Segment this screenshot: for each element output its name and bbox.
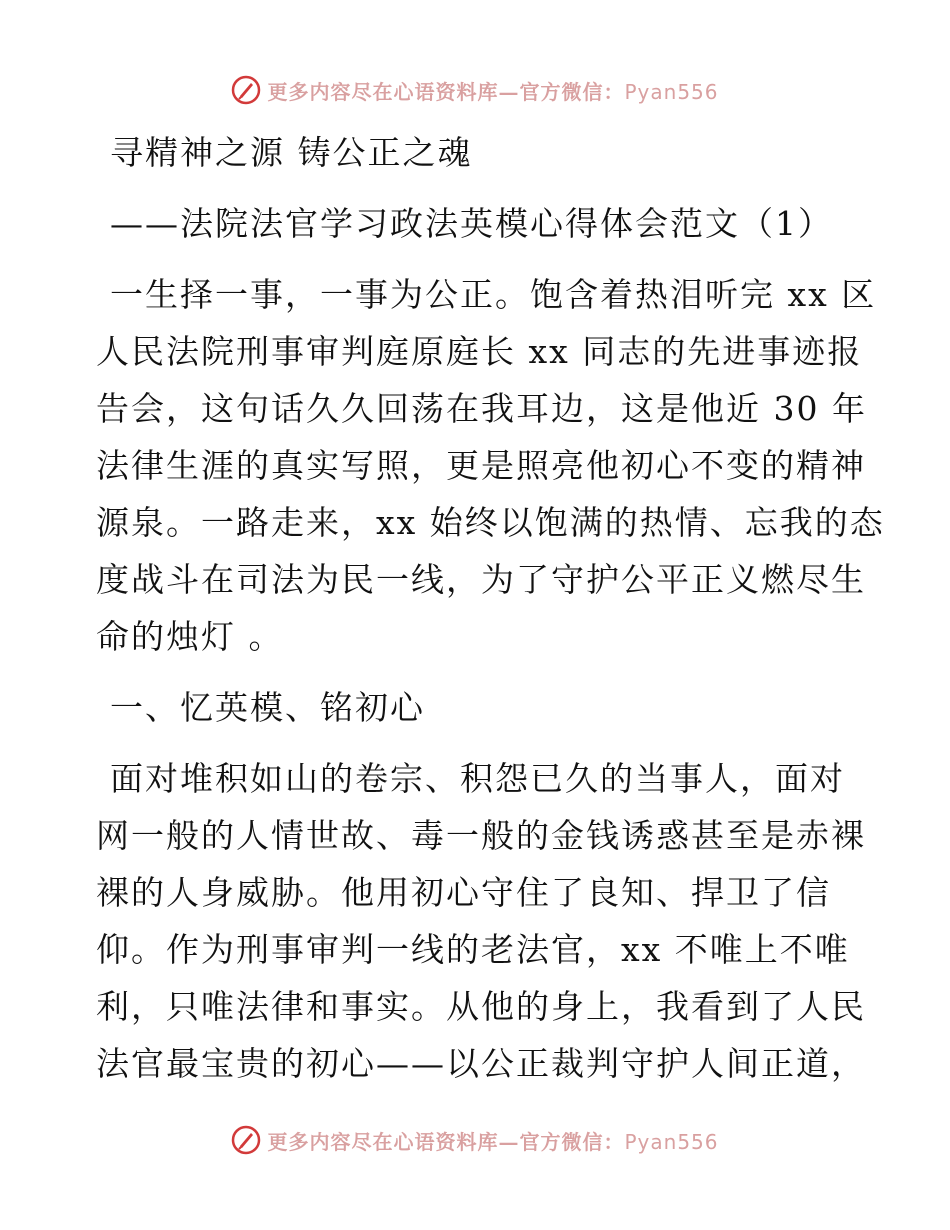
paragraph-line: 命的烛灯 。 [96, 617, 284, 656]
watermark-text [267, 76, 718, 105]
paragraph-line: 一生择一事，一事为公正。饱含着热泪听完 xx 区 [110, 275, 877, 314]
paragraph-line: 法律生涯的真实写照，更是照亮他初心不变的精神 [96, 446, 866, 485]
paragraph-line: 告会，这句话久久回荡在我耳边，这是他近 30 年 [96, 389, 867, 428]
paragraph-1 [96, 266, 885, 665]
document-title: 寻精神之源 铸公正之魂 [110, 133, 473, 172]
quill-logo-icon [231, 75, 261, 105]
paragraph-2 [96, 750, 866, 1092]
document-subtitle: ——法院法官学习政法英模心得体会范文（1） [110, 204, 833, 243]
paragraph-line: 面对堆积如山的卷宗、积怨已久的当事人，面对 [110, 759, 845, 798]
paragraph-line: 利，只唯法律和事实。从他的身上，我看到了人民 [96, 987, 866, 1026]
document-body [96, 124, 885, 1092]
quill-logo-icon [231, 1125, 261, 1155]
watermark-text-cn: 更多内容尽在心语资料库—官方微信： [267, 79, 625, 104]
watermark-text-cn: 更多内容尽在心语资料库—官方微信： [267, 1129, 625, 1154]
paragraph-line: 人民法院刑事审判庭原庭长 xx 同志的先进事迹报 [96, 332, 863, 371]
paragraph-line: 法官最宝贵的初心——以公正裁判守护人间正道， [96, 1044, 866, 1083]
watermark-text-latin: Pyan556 [624, 1129, 719, 1154]
watermark-text [267, 1126, 718, 1155]
paragraph-line: 网一般的人情世故、毒一般的金钱诱惑甚至是赤裸 [96, 816, 866, 855]
paragraph-line: 仰。作为刑事审判一线的老法官，xx 不唯上不唯 [96, 930, 850, 969]
watermark-text-latin: Pyan556 [624, 79, 719, 104]
paragraph-line: 源泉。一路走来，xx 始终以饱满的热情、忘我的态 [96, 503, 885, 542]
footer-watermark [0, 1122, 950, 1158]
section-heading: 一、忆英模、铭初心 [110, 688, 425, 727]
paragraph-line: 裸的人身威胁。他用初心守住了良知、捍卫了信 [96, 873, 831, 912]
header-watermark [0, 72, 950, 108]
paragraph-line: 度战斗在司法为民一线，为了守护公平正义燃尽生 [96, 560, 866, 599]
